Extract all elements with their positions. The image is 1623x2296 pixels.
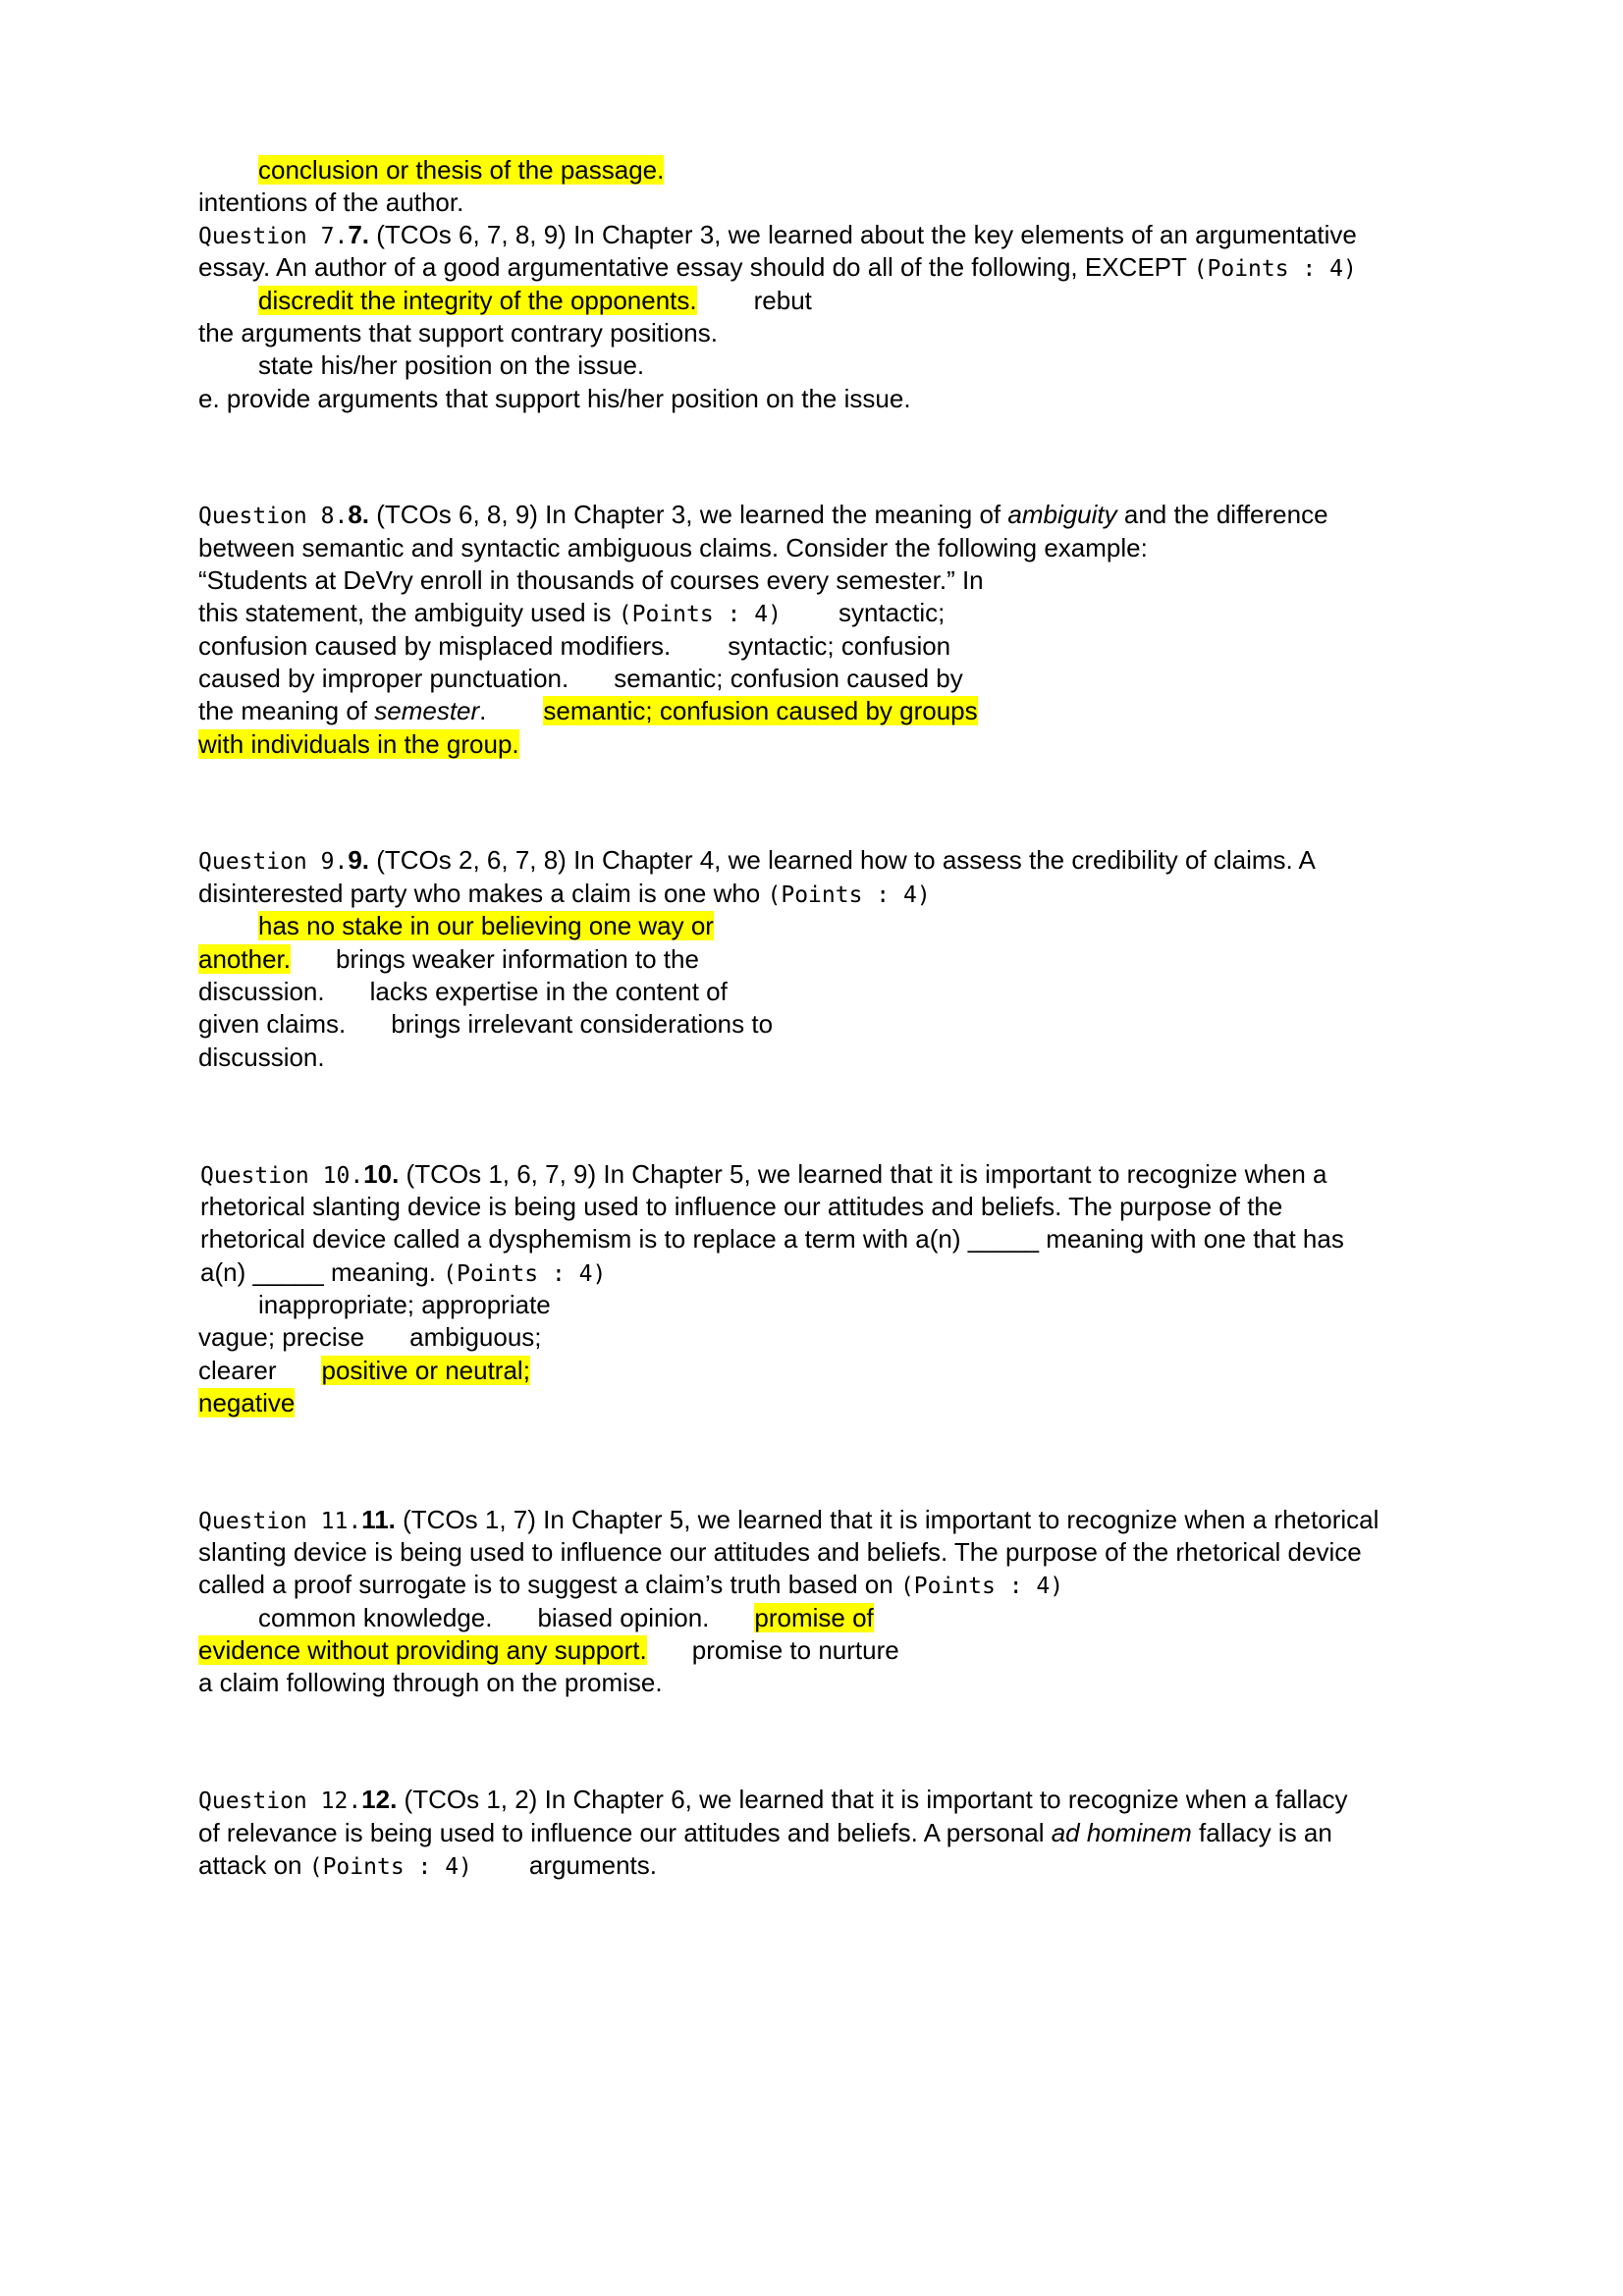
q11-option-c-end[interactable]: evidence without providing any support. — [198, 1635, 647, 1665]
q7-option-b-start[interactable]: rebut — [753, 286, 812, 315]
q12-option-a[interactable]: arguments. — [528, 1850, 657, 1880]
q7-prompt-text-2: essay. An author of a good argumentative essay should do all of the following, EXCEPT — [198, 252, 1194, 282]
q8-option-c-text: the meaning of — [198, 696, 375, 725]
q6-option-d — [258, 153, 664, 187]
q12-prompt-text-3: attack on — [198, 1850, 309, 1880]
q10-prompt-text-4: a(n) _____ meaning. — [200, 1257, 444, 1287]
q7-option-a[interactable]: discredit the integrity of the opponents. — [258, 286, 697, 315]
q8-option-c-semester: semester — [374, 696, 480, 725]
q8-prompt-text-1a: (TCOs 6, 8, 9) In Chapter 3, we learned the meaning of — [369, 500, 1008, 529]
q10-option-c-end[interactable]: clearer — [198, 1356, 277, 1385]
q7-option-b-end[interactable]: the arguments that support contrary positions. — [198, 318, 718, 347]
q11-option-d-end[interactable]: a claim following through on the promise. — [198, 1668, 663, 1697]
q8-option-c-period: . — [479, 696, 487, 725]
q10-option-a[interactable]: inappropriate; appropriate — [258, 1290, 551, 1319]
q7-points: (Points : 4) — [1193, 256, 1357, 282]
q9-option-line-1 — [258, 909, 714, 942]
q9-option-line-2 — [198, 942, 699, 976]
q7-label: Question 7. — [198, 224, 349, 249]
q11-option-d-start[interactable]: promise to nurture — [691, 1635, 899, 1665]
q9-points: (Points : 4) — [767, 882, 931, 908]
q12-prompt-line-1 — [198, 1783, 1348, 1816]
q9-option-line-5 — [198, 1041, 325, 1074]
q10-prompt-text-1: (TCOs 1, 6, 7, 9) In Chapter 5, we learned that it is important to recognize when a — [399, 1159, 1327, 1189]
q8-option-d-start[interactable]: semantic; confusion caused by groups — [543, 696, 978, 725]
q9-prompt-text-2: disinterested party who makes a claim is one who — [198, 879, 768, 908]
q11-number: 11. — [361, 1505, 396, 1534]
q10-prompt-line-3: rhetorical device called a dysphemism is to replace a term with a(n) _____ meaning with one that has — [200, 1224, 1344, 1254]
q9-option-line-4 — [198, 1007, 773, 1041]
q8-points: (Points : 4) — [618, 602, 782, 627]
q9-prompt-text-1: (TCOs 2, 6, 7, 8) In Chapter 4, we learned how to assess the credibility of claims. A — [369, 845, 1316, 875]
q9-option-d-end[interactable]: discussion. — [198, 1042, 325, 1072]
q9-option-c-end[interactable]: given claims. — [198, 1009, 347, 1039]
q10-option-line-2 — [198, 1320, 542, 1354]
q11-option-b[interactable]: biased opinion. — [537, 1603, 710, 1632]
q8-option-line-3 — [198, 662, 963, 695]
q8-number: 8. — [348, 500, 370, 529]
q12-prompt-text-2a: of relevance is being used to influence our attitudes and beliefs. A personal — [198, 1818, 1052, 1847]
q10-number: 10. — [363, 1159, 400, 1189]
q10-points: (Points : 4) — [443, 1261, 607, 1287]
q7-prompt-text-1: (TCOs 6, 7, 8, 9) In Chapter 3, we learned about the key elements of an argumentative — [369, 220, 1357, 249]
q7-option-e[interactable]: e. provide arguments that support his/her position on the issue. — [198, 384, 911, 413]
q10-option-line-3 — [198, 1354, 530, 1387]
q9-prompt-line-2 — [198, 877, 931, 910]
q8-prompt-line-2: between semantic and syntactic ambiguous claims. Consider the following example: — [198, 533, 1148, 562]
q11-points: (Points : 4) — [899, 1574, 1064, 1599]
q8-option-b-start[interactable]: syntactic; confusion — [728, 631, 951, 661]
q9-option-c-start[interactable]: lacks expertise in the content of — [369, 977, 728, 1006]
q11-prompt-line-1 — [198, 1503, 1379, 1536]
q11-prompt-text-1: (TCOs 1, 7) In Chapter 5, we learned that it is important to recognize when a rhetorical — [395, 1505, 1380, 1534]
q7-prompt-line-2 — [198, 250, 1357, 284]
q12-prompt-ad-hominem: ad hominem — [1051, 1818, 1192, 1847]
q6-option-e: intentions of the author. — [198, 187, 464, 217]
q8-prompt-line-1 — [198, 498, 1328, 531]
q12-points: (Points : 4) — [308, 1854, 472, 1880]
q12-label: Question 12. — [198, 1789, 362, 1814]
q8-option-line-5 — [198, 727, 519, 761]
q11-prompt-line-2: slanting device is being used to influence our attitudes and beliefs. The purpose of the rhetorical device — [198, 1537, 1362, 1567]
q12-prompt-line-3 — [198, 1848, 657, 1882]
q10-option-b[interactable]: vague; precise — [198, 1322, 365, 1352]
q8-prompt-line-3: “Students at DeVry enroll in thousands of courses every semester.” In — [198, 565, 984, 595]
q12-prompt-line-2 — [198, 1816, 1332, 1849]
q8-option-c-start[interactable]: semantic; confusion caused by — [614, 664, 963, 693]
q11-label: Question 11. — [198, 1509, 362, 1534]
q7-prompt-line-1 — [198, 218, 1357, 251]
q8-label: Question 8. — [198, 504, 349, 529]
q8-prompt-text-4: this statement, the ambiguity used is — [198, 598, 619, 627]
q7-option-c[interactable]: state his/her position on the issue. — [258, 350, 645, 380]
q8-option-a-start[interactable]: syntactic; — [838, 598, 946, 627]
q9-label: Question 9. — [198, 849, 349, 875]
q6-option-d-highlight: conclusion or thesis of the passage. — [258, 155, 665, 185]
q9-option-a-end[interactable]: another. — [198, 944, 291, 974]
q11-prompt-line-3 — [198, 1568, 1063, 1601]
q10-option-d-start[interactable]: positive or neutral; — [321, 1356, 530, 1385]
q9-option-line-3 — [198, 975, 728, 1008]
q9-option-b-end[interactable]: discussion. — [198, 977, 325, 1006]
q7-option-line-1 — [258, 284, 812, 317]
q8-option-line-4 — [198, 694, 978, 727]
q9-option-a-start[interactable]: has no stake in our believing one way or — [258, 911, 714, 940]
q10-option-line-4 — [198, 1386, 295, 1419]
q8-option-b-end[interactable]: caused by improper punctuation. — [198, 664, 569, 693]
q11-prompt-text-3: called a proof surrogate is to suggest a claim’s truth based on — [198, 1570, 900, 1599]
q10-prompt-line-1 — [200, 1157, 1326, 1191]
q10-prompt-line-2: rhetorical slanting device is being used to influence our attitudes and beliefs. The purpose of the — [200, 1192, 1283, 1221]
q8-option-line-2 — [198, 629, 950, 663]
q11-option-line-2 — [198, 1633, 899, 1667]
q10-label: Question 10. — [200, 1163, 364, 1189]
q11-option-c-start[interactable]: promise of — [754, 1603, 874, 1632]
q8-prompt-ambiguity: ambiguity — [1007, 500, 1117, 529]
q11-option-a[interactable]: common knowledge. — [258, 1603, 493, 1632]
q8-option-a-end[interactable]: confusion caused by misplaced modifiers. — [198, 631, 672, 661]
q7-number: 7. — [348, 220, 370, 249]
q12-prompt-text-2c: fallacy is an — [1191, 1818, 1332, 1847]
q12-number: 12. — [361, 1785, 398, 1814]
q9-option-b-start[interactable]: brings weaker information to the — [335, 944, 699, 974]
q8-prompt-line-4 — [198, 596, 945, 629]
q12-prompt-text-1: (TCOs 1, 2) In Chapter 6, we learned that it is important to recognize when a fallacy — [397, 1785, 1348, 1814]
q8-prompt-text-1c: and the difference — [1116, 500, 1328, 529]
q10-option-c-start[interactable]: ambiguous; — [409, 1322, 542, 1352]
q9-prompt-line-1 — [198, 843, 1316, 877]
q9-option-d-start[interactable]: brings irrelevant considerations to — [391, 1009, 774, 1039]
q8-option-c-end[interactable] — [198, 696, 486, 725]
q11-option-line-1 — [258, 1601, 874, 1634]
q8-option-d-end[interactable]: with individuals in the group. — [198, 729, 519, 759]
q10-option-d-end[interactable]: negative — [198, 1388, 296, 1417]
q10-prompt-line-4 — [200, 1255, 606, 1289]
q9-number: 9. — [348, 845, 370, 875]
